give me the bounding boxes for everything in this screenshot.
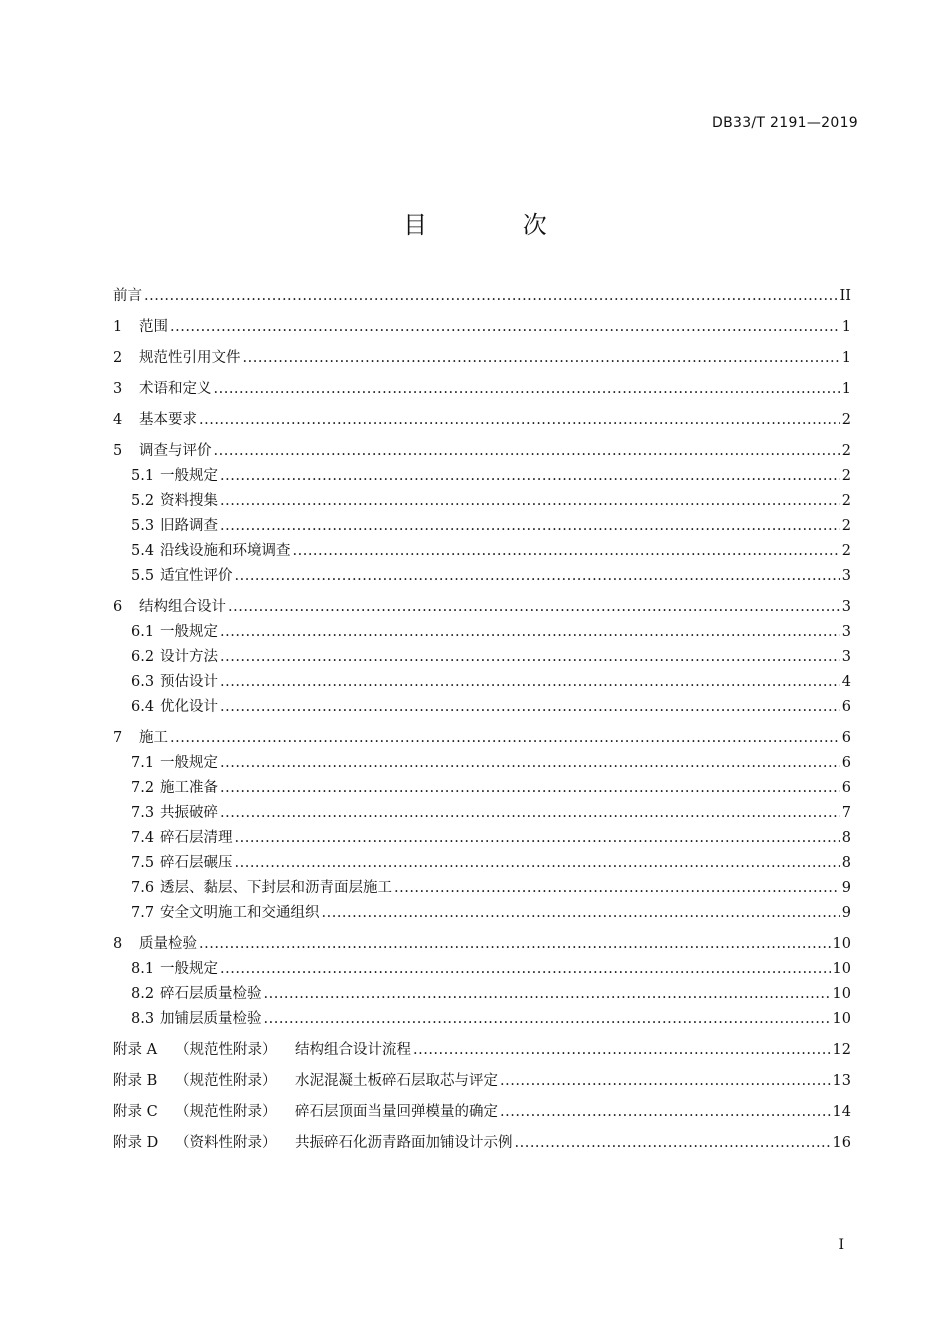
toc-leader-dots xyxy=(199,936,831,952)
toc-entry-page: 8 xyxy=(841,855,851,871)
toc-entry-number: 5 xyxy=(113,443,123,459)
toc-leader-dots xyxy=(214,381,840,397)
toc-entry-page: 1 xyxy=(841,381,851,397)
toc-leader-dots xyxy=(500,1104,831,1120)
toc-entry-title: 范围 xyxy=(139,319,168,335)
toc-entry[interactable] xyxy=(113,1069,851,1094)
toc-entry-title: 质量检验 xyxy=(139,936,197,952)
toc-entry-page: 10 xyxy=(832,986,851,1002)
toc-leader-dots xyxy=(220,624,840,640)
toc-entry-page: 4 xyxy=(841,674,851,690)
toc-entry-page: 2 xyxy=(841,543,851,559)
toc-entry[interactable] xyxy=(113,595,851,620)
toc-entry-page: 2 xyxy=(841,443,851,459)
toc-entry-page: 1 xyxy=(841,319,851,335)
toc-leader-dots xyxy=(220,649,840,665)
toc-entry-title: 碎石层碾压 xyxy=(160,855,233,871)
toc-entry-title: 共振碎石化沥青路面加铺设计示例 xyxy=(295,1135,513,1151)
toc-entry[interactable] xyxy=(113,695,851,720)
toc-entry[interactable] xyxy=(113,439,851,464)
toc-entry-title: 旧路调查 xyxy=(160,518,218,534)
toc-entry-title: 碎石层清理 xyxy=(160,830,233,846)
toc-entry-title: 加铺层质量检验 xyxy=(160,1011,262,1027)
toc-entry[interactable] xyxy=(113,315,851,340)
toc-entry-title: 结构组合设计 xyxy=(139,599,226,615)
toc-leader-dots xyxy=(199,412,840,428)
toc-leader-dots xyxy=(144,288,838,304)
toc-entry-title: 前言 xyxy=(113,288,142,304)
standard-code: DB33/T 2191—2019 xyxy=(712,115,858,131)
toc-entry-title: 规范性引用文件 xyxy=(139,350,241,366)
toc-entry-number: 7.2 xyxy=(131,780,155,796)
toc-leader-dots xyxy=(322,905,840,921)
page-number: I xyxy=(838,1237,844,1253)
toc-entry-page: 6 xyxy=(841,780,851,796)
toc-entry-number: 8 xyxy=(113,936,123,952)
toc-leader-dots xyxy=(228,599,840,615)
toc-entry-title: 一般规定 xyxy=(160,755,218,771)
toc-entry[interactable] xyxy=(113,539,851,564)
toc-leader-dots xyxy=(220,674,840,690)
toc-entry-page: 9 xyxy=(841,880,851,896)
toc-entry-number: 6 xyxy=(113,599,123,615)
toc-leader-dots xyxy=(515,1135,831,1151)
toc-entry[interactable] xyxy=(113,514,851,539)
toc-appendix-type: （规范性附录） xyxy=(175,1104,277,1120)
toc-entry-number: 8.3 xyxy=(131,1011,155,1027)
toc-entry-number: 5.4 xyxy=(131,543,155,559)
toc-entry-title: 设计方法 xyxy=(160,649,218,665)
toc-entry-page: 10 xyxy=(832,961,851,977)
toc-entry[interactable] xyxy=(113,408,851,433)
toc-entry-title: 施工准备 xyxy=(160,780,218,796)
toc-appendix-type: （规范性附录） xyxy=(175,1073,277,1089)
toc-entry[interactable] xyxy=(113,826,851,851)
toc-entry-title: 安全文明施工和交通组织 xyxy=(160,905,320,921)
toc-entry-number: 6.4 xyxy=(131,699,155,715)
toc-entry-page: 2 xyxy=(841,468,851,484)
toc-entry[interactable] xyxy=(113,1100,851,1125)
toc-entry-page: 2 xyxy=(841,412,851,428)
toc-entry-number: 6.2 xyxy=(131,649,155,665)
toc-entry-page: 6 xyxy=(841,755,851,771)
toc-entry-page: 16 xyxy=(832,1135,851,1151)
toc-entry-page: 12 xyxy=(832,1042,851,1058)
toc-entry-title: 资料搜集 xyxy=(160,493,218,509)
toc-appendix-label: 附录 C xyxy=(113,1104,158,1120)
toc-entry-page: II xyxy=(839,288,851,304)
toc-entry-page: 9 xyxy=(841,905,851,921)
toc-entry-page: 8 xyxy=(841,830,851,846)
toc-entry[interactable] xyxy=(113,564,851,589)
toc-entry[interactable] xyxy=(113,1131,851,1156)
toc-appendix-type: （资料性附录） xyxy=(175,1135,277,1151)
toc-entry-number: 4 xyxy=(113,412,123,428)
toc-entry-page: 2 xyxy=(841,493,851,509)
toc-entry-number: 1 xyxy=(113,319,123,335)
toc-entry-page: 6 xyxy=(841,730,851,746)
toc-leader-dots xyxy=(220,780,840,796)
toc-leader-dots xyxy=(220,961,831,977)
toc-entry-title: 一般规定 xyxy=(160,961,218,977)
toc-leader-dots xyxy=(394,880,840,896)
toc-entry[interactable] xyxy=(113,801,851,826)
toc-entry-title: 一般规定 xyxy=(160,468,218,484)
toc-leader-dots xyxy=(220,699,840,715)
toc-entry[interactable] xyxy=(113,284,851,309)
toc-leader-dots xyxy=(220,493,840,509)
toc-entry[interactable] xyxy=(113,346,851,371)
toc-entry-number: 5.5 xyxy=(131,568,155,584)
toc-entry-page: 10 xyxy=(832,936,851,952)
toc-entry-number: 5.1 xyxy=(131,468,155,484)
toc-entry-number: 2 xyxy=(113,350,123,366)
toc-entry-page: 13 xyxy=(832,1073,851,1089)
toc-leader-dots xyxy=(235,855,840,871)
toc-entry[interactable] xyxy=(113,751,851,776)
toc-leader-dots xyxy=(170,319,840,335)
toc-leader-dots xyxy=(214,443,840,459)
toc-leader-dots xyxy=(235,830,840,846)
toc-entry-title: 水泥混凝土板碎石层取芯与评定 xyxy=(295,1073,498,1089)
toc-entry-title: 透层、黏层、下封层和沥青面层施工 xyxy=(160,880,392,896)
toc-entry[interactable] xyxy=(113,489,851,514)
page-title: 目 次 xyxy=(403,211,591,239)
toc-entry-title: 结构组合设计流程 xyxy=(295,1042,411,1058)
toc-entry-page: 14 xyxy=(832,1104,851,1120)
toc-entry[interactable] xyxy=(113,464,851,489)
toc-entry-number: 7.1 xyxy=(131,755,155,771)
toc-entry-number: 7.7 xyxy=(131,905,155,921)
toc-appendix-label: 附录 D xyxy=(113,1135,159,1151)
toc-entry-number: 7 xyxy=(113,730,123,746)
toc-entry-page: 10 xyxy=(832,1011,851,1027)
toc-entry[interactable] xyxy=(113,377,851,402)
toc-entry-title: 碎石层质量检验 xyxy=(160,986,262,1002)
toc-leader-dots xyxy=(264,986,831,1002)
toc-entry-page: 1 xyxy=(841,350,851,366)
toc-entry[interactable] xyxy=(113,1038,851,1063)
toc-entry-page: 2 xyxy=(841,518,851,534)
toc-entry-number: 7.4 xyxy=(131,830,155,846)
toc-entry-number: 6.1 xyxy=(131,624,155,640)
toc-appendix-label: 附录 B xyxy=(113,1073,158,1089)
toc-entry-number: 6.3 xyxy=(131,674,155,690)
toc-entry-page: 3 xyxy=(841,649,851,665)
toc-entry-page: 6 xyxy=(841,699,851,715)
toc-entry-number: 8.1 xyxy=(131,961,155,977)
toc-entry-number: 7.6 xyxy=(131,880,155,896)
toc-entry-title: 一般规定 xyxy=(160,624,218,640)
toc-entry-title: 施工 xyxy=(139,730,168,746)
toc-entry[interactable] xyxy=(113,670,851,695)
toc-leader-dots xyxy=(413,1042,831,1058)
toc-entry[interactable] xyxy=(113,726,851,751)
toc-entry-title: 基本要求 xyxy=(139,412,197,428)
toc-entry-page: 3 xyxy=(841,624,851,640)
toc-leader-dots xyxy=(243,350,840,366)
table-of-contents xyxy=(113,284,851,1156)
toc-entry-title: 适宜性评价 xyxy=(160,568,233,584)
toc-entry-title: 碎石层顶面当量回弹模量的确定 xyxy=(295,1104,498,1120)
toc-leader-dots xyxy=(500,1073,831,1089)
toc-entry[interactable] xyxy=(113,851,851,876)
toc-entry[interactable] xyxy=(113,876,851,901)
toc-entry-page: 3 xyxy=(841,599,851,615)
toc-leader-dots xyxy=(170,730,840,746)
toc-entry[interactable] xyxy=(113,620,851,645)
toc-entry-number: 7.3 xyxy=(131,805,155,821)
toc-entry-title: 调查与评价 xyxy=(139,443,212,459)
toc-leader-dots xyxy=(293,543,840,559)
toc-leader-dots xyxy=(220,755,840,771)
toc-entry[interactable] xyxy=(113,901,851,926)
toc-entry[interactable] xyxy=(113,932,851,957)
toc-leader-dots xyxy=(264,1011,831,1027)
toc-leader-dots xyxy=(220,468,840,484)
toc-entry-number: 7.5 xyxy=(131,855,155,871)
toc-leader-dots xyxy=(220,805,840,821)
toc-appendix-label: 附录 A xyxy=(113,1042,158,1058)
toc-leader-dots xyxy=(220,518,840,534)
toc-entry[interactable] xyxy=(113,645,851,670)
toc-entry-title: 术语和定义 xyxy=(139,381,212,397)
toc-entry-title: 共振破碎 xyxy=(160,805,218,821)
toc-entry[interactable] xyxy=(113,776,851,801)
toc-entry[interactable] xyxy=(113,957,851,982)
toc-entry-title: 沿线设施和环境调查 xyxy=(160,543,291,559)
toc-entry-title: 预估设计 xyxy=(160,674,218,690)
toc-entry-page: 7 xyxy=(841,805,851,821)
toc-entry-number: 5.3 xyxy=(131,518,155,534)
toc-entry-page: 3 xyxy=(841,568,851,584)
toc-appendix-type: （规范性附录） xyxy=(175,1042,277,1058)
toc-entry-number: 5.2 xyxy=(131,493,155,509)
toc-entry-title: 优化设计 xyxy=(160,699,218,715)
toc-entry-number: 3 xyxy=(113,381,123,397)
toc-entry[interactable] xyxy=(113,982,851,1007)
toc-entry[interactable] xyxy=(113,1007,851,1032)
toc-leader-dots xyxy=(235,568,840,584)
toc-entry-number: 8.2 xyxy=(131,986,155,1002)
